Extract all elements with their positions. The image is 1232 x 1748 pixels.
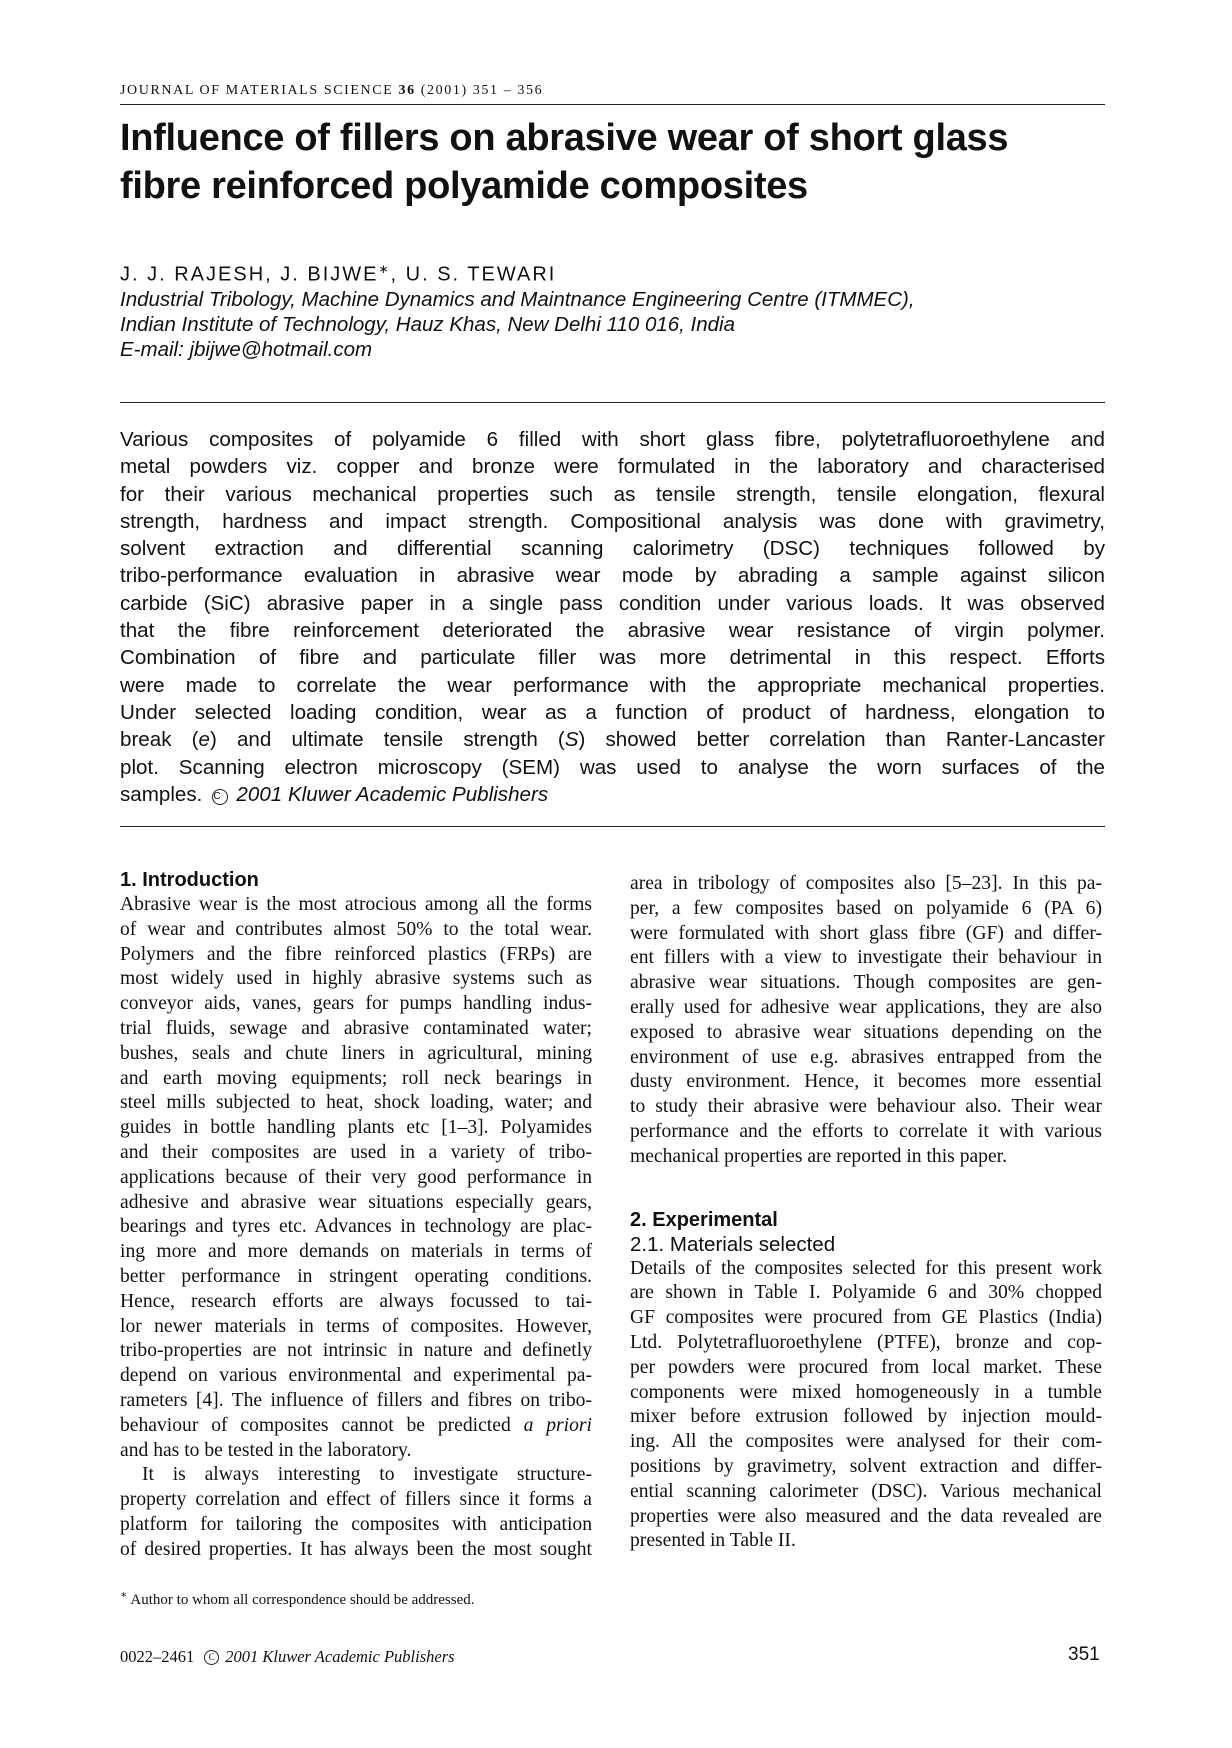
body-line: abrasive wear situations. Though composites are gen-: [630, 972, 1102, 994]
section-heading-experimental: 2. Experimental: [630, 1208, 778, 1231]
body-line: It is always interesting to investigate structure-: [142, 1464, 592, 1486]
body-line: environment of use e.g. abrasives entrapped from the: [630, 1046, 1102, 1068]
body-line: per powders were procured from local market. These: [630, 1356, 1102, 1378]
body-line: Details of the composites selected for this present work: [630, 1257, 1102, 1279]
issn: 0022–2461: [120, 1647, 195, 1666]
body-line: positions by gravimetry, solvent extraction and differ-: [630, 1455, 1102, 1477]
abstract: [120, 426, 1105, 808]
abstract-line: were made to correlate the wear performance with the appropriate mechanical properties.: [120, 673, 1105, 697]
abstract-line: [120, 726, 1105, 753]
body-line: steel mills subjected to heat, shock loading, water; and: [120, 1092, 592, 1114]
abstract-bottom-rule: [120, 826, 1105, 827]
body-line: property correlation and effect of fillers since it forms a: [120, 1489, 592, 1511]
body-line: Ltd. Polytetrafluoroethylene (PTFE), bronze and cop-: [630, 1331, 1102, 1353]
body-line: of wear and contributes almost 50% to the total wear.: [120, 918, 592, 940]
affiliation: [120, 287, 1110, 362]
header-rule: [120, 104, 1105, 105]
abstract-line: metal powders viz. copper and bronze were formulated in the laboratory and characterised: [120, 455, 1105, 479]
body-line: ent fillers with a view to investigate their behaviour in: [630, 947, 1102, 969]
body-line: components were mixed homogeneously in a tumble: [630, 1381, 1102, 1403]
author-list: [120, 262, 556, 287]
abstract-line: carbide (SiC) abrasive paper in a single pass condition under various loads. It was observed: [120, 591, 1105, 615]
body-line: of desired properties. It has always been the most sought: [120, 1538, 592, 1560]
body-line: conveyor aids, vanes, gears for pumps handling indus-: [120, 993, 592, 1015]
symbol-s: S: [564, 728, 579, 752]
body-line: erally used for adhesive wear applications, they are also: [630, 996, 1102, 1018]
page-number: 351: [1068, 1644, 1100, 1665]
journal-year-pages: (2001) 351 – 356: [420, 83, 544, 98]
footnote-text: Author to whom all correspondence should be addressed.: [130, 1592, 475, 1608]
abstract-line: Combination of fibre and particulate filler was more detrimental in this respect. Efforts: [120, 646, 1105, 670]
corresponding-author-marker: ∗: [378, 262, 391, 276]
body-line: GF composites were procured from GE Plastics (India): [630, 1307, 1102, 1329]
running-head: [120, 83, 1105, 99]
body-line: applications because of their very good performance in: [120, 1166, 592, 1188]
body-column-left: [120, 868, 592, 1563]
author-names: J. J. RAJESH, J. BIJWE: [120, 263, 379, 286]
body-line: ing more and more demands on materials in terms of: [120, 1241, 592, 1263]
body-line: mixer before extrusion followed by injection mould-: [630, 1406, 1102, 1428]
body-line: bushes, seals and chute liners in agricultural, mining: [120, 1042, 592, 1064]
section-spacer: [630, 1170, 1102, 1208]
abstract-line: tribo-performance evaluation in abrasive wear mode by abrading a sample against silicon: [120, 564, 1105, 588]
body-line: area in tribology of composites also [5–23]. In this pa-: [630, 873, 1102, 894]
body-line: and has to be tested in the laboratory.: [120, 1439, 412, 1461]
footnote: [120, 1588, 475, 1609]
body-line: most widely used in highly abrasive systems such as: [120, 968, 592, 990]
body-line: to study their abrasive were behaviour also. Their wear: [630, 1096, 1102, 1118]
copyright-icon: C: [204, 1650, 219, 1665]
abstract-line: Various composites of polyamide 6 filled with short glass fibre, polytetrafluoroethylene and: [120, 428, 1105, 451]
body-line: are shown in Table I. Polyamide 6 and 30% chopped: [630, 1282, 1102, 1304]
footer-publisher: 2001 Kluwer Academic Publishers: [225, 1647, 455, 1666]
body-line: ing. All the composites were analysed for their com-: [630, 1431, 1102, 1453]
body-line: trial fluids, sewage and abrasive contaminated water;: [120, 1017, 592, 1039]
body-line: and earth moving equipments; roll neck bearings in: [120, 1067, 592, 1089]
affiliation-line: Indian Institute of Technology, Hauz Khas, New Delhi 110 016, India: [120, 313, 736, 336]
copyright-icon: C: [212, 789, 228, 805]
body-line: platform for tailoring the composites with anticipation: [120, 1513, 592, 1535]
body-line: tribo-properties are not intrinsic in nature and definetly: [120, 1340, 592, 1362]
body-line: per, a few composites based on polyamide 6 (PA 6): [630, 897, 1102, 919]
title-line: fibre reinforced polyamide composites: [120, 165, 808, 207]
body-text: behaviour of composites cannot be predicted: [120, 1414, 524, 1436]
abstract-line: plot. Scanning electron microscopy (SEM) was used to analyse the worn surfaces of the: [120, 755, 1105, 779]
footnote-marker: ∗: [120, 1589, 128, 1601]
body-line: and their composites are used in a variety of tribo-: [120, 1141, 592, 1163]
body-line: exposed to abrasive wear situations depending on the: [630, 1021, 1102, 1043]
body-line: dusty environment. Hence, it becomes more essential: [630, 1071, 1102, 1093]
journal-name: JOURNAL OF MATERIALS SCIENCE: [120, 83, 394, 98]
body-line: performance and the efforts to correlate it with various: [630, 1120, 1102, 1142]
section-heading-introduction: 1. Introduction: [120, 869, 259, 891]
abstract-line: strength, hardness and impact strength. Compositional analysis was done with gravimetry,: [120, 509, 1105, 533]
abstract-line: Under selected loading condition, wear as a function of product of hardness, elongation to: [120, 700, 1105, 724]
body-line: properties were also measured and the data revealed are: [630, 1505, 1102, 1527]
abstract-copyright: 2001 Kluwer Academic Publishers: [236, 782, 549, 806]
body-line: depend on various environmental and experimental pa-: [120, 1365, 592, 1387]
body-line: ential scanning calorimeter (DSC). Various mechanical: [630, 1480, 1102, 1502]
body-line: lor newer materials in terms of composites. However,: [120, 1315, 592, 1337]
abstract-text: break (: [120, 728, 199, 752]
body-line: better performance in stringent operating conditions.: [120, 1265, 592, 1287]
article-title: [120, 114, 1110, 210]
body-line: presented in Table II.: [630, 1530, 796, 1552]
body-line: Hence, research efforts are always focussed to tai-: [120, 1290, 592, 1312]
body-line: guides in bottle handling plants etc [1–3]. Polyamides: [120, 1117, 592, 1139]
body-line: were formulated with short glass fibre (GF) and differ-: [630, 922, 1102, 944]
body-line: Abrasive wear is the most atrocious among all the forms: [120, 894, 592, 915]
abstract-text: ) showed better correlation than Ranter-Lancaster: [578, 728, 1106, 752]
affiliation-line: Industrial Tribology, Machine Dynamics and Maintnance Engineering Centre (ITMMEC),: [120, 288, 915, 311]
abstract-line: solvent extraction and differential scanning calorimetry (DSC) techniques followed by: [120, 537, 1105, 561]
author-email: E-mail: jbijwe@hotmail.com: [120, 338, 373, 361]
abstract-text: ) and ultimate tensile strength (: [209, 728, 565, 752]
author-names-rest: , U. S. TEWARI: [390, 263, 557, 286]
footer-issn-copyright: [120, 1647, 455, 1667]
body-line: rameters [4]. The influence of fillers and fibres on tribo-: [120, 1389, 592, 1411]
abstract-text: samples.: [120, 782, 203, 806]
body-line: [120, 1414, 592, 1439]
body-line: Polymers and the fibre reinforced plastics (FRPs) are: [120, 943, 592, 965]
body-text-italic: a priori: [523, 1414, 592, 1436]
subsection-heading-materials: 2.1. Materials selected: [630, 1232, 836, 1256]
body-line: bearings and tyres etc. Advances in technology are plac-: [120, 1216, 592, 1238]
symbol-e: e: [198, 728, 210, 752]
body-column-right: [630, 872, 1102, 1554]
abstract-line: that the fibre reinforcement deteriorated the abrasive wear resistance of virgin polymer.: [120, 619, 1105, 643]
title-line: Influence of fillers on abrasive wear of short glass: [120, 117, 1009, 159]
abstract-line: [120, 781, 1105, 808]
abstract-line: for their various mechanical properties such as tensile strength, tensile elongation, flexural: [120, 482, 1105, 506]
body-line: mechanical properties are reported in this paper.: [630, 1145, 1008, 1167]
body-line: adhesive and abrasive wear situations especially gears,: [120, 1191, 592, 1213]
journal-volume: 36: [398, 83, 416, 98]
abstract-top-rule: [120, 402, 1105, 403]
